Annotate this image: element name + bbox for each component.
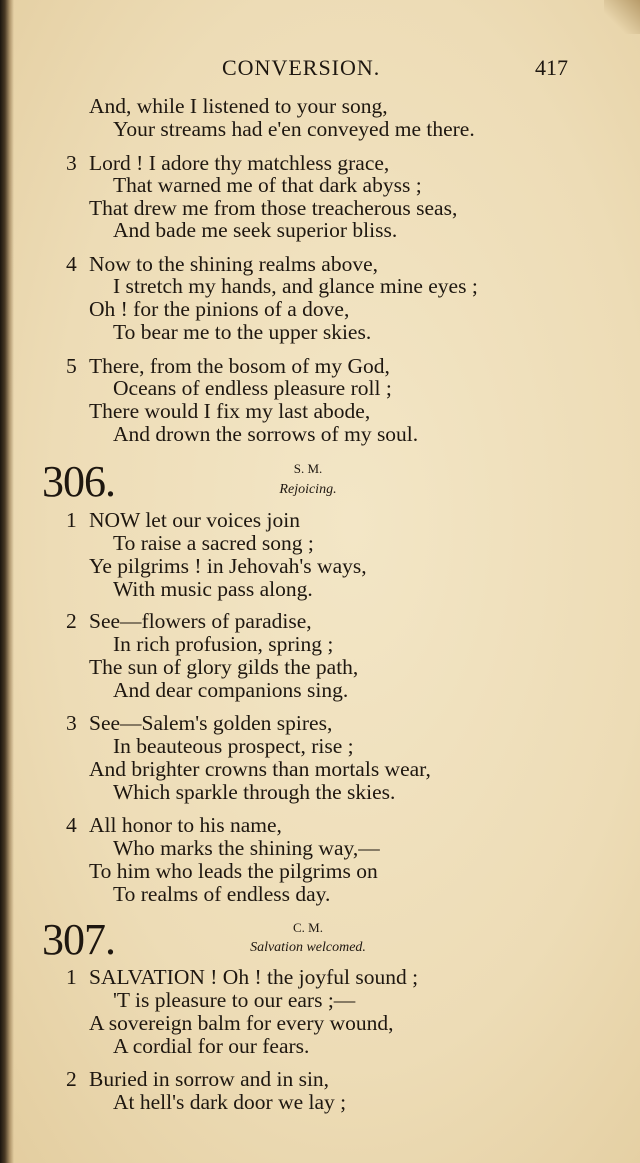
running-title: CONVERSION. <box>222 55 381 80</box>
verse-number: 2 <box>66 609 77 633</box>
verse-number: 3 <box>66 151 77 175</box>
verse-number: 2 <box>66 1067 77 1091</box>
verse-line: Now to the shining realms above, <box>89 252 379 276</box>
hymn-meter: S. M. <box>293 461 323 476</box>
verse-line: Oh ! for the pinions of a dove, <box>89 297 350 321</box>
verse-line: All honor to his name, <box>89 813 282 837</box>
verse-line: Which sparkle through the skies. <box>113 780 396 804</box>
verse-line: A cordial for our fears. <box>113 1034 310 1058</box>
verse-line: I stretch my hands, and glance mine eyes ; <box>113 274 478 298</box>
verse-number: 1 <box>66 965 77 989</box>
verse-line: To him who leads the pilgrims on <box>89 859 378 883</box>
hymn-number: 307. <box>42 915 115 964</box>
verse-line: That drew me from those treacherous seas, <box>89 196 458 220</box>
verse-line: Your streams had e'en conveyed me there. <box>113 117 475 141</box>
verse-line: A sovereign balm for every wound, <box>89 1011 394 1035</box>
verse-number: 5 <box>66 354 77 378</box>
verse-line: NOW let our voices join <box>89 508 300 532</box>
page-number: 417 <box>535 55 568 80</box>
verse-number: 4 <box>66 252 77 276</box>
verse-number: 3 <box>66 711 77 735</box>
verse-line: And, while I listened to your song, <box>89 94 388 118</box>
verse-line: The sun of glory gilds the path, <box>89 655 359 679</box>
hymn-meter: C. M. <box>293 920 323 935</box>
verse-line: Ye pilgrims ! in Jehovah's ways, <box>89 554 367 578</box>
verse-line: To realms of endless day. <box>113 882 331 906</box>
verse-line: In beauteous prospect, rise ; <box>113 734 354 758</box>
hymn-title: Salvation welcomed. <box>250 940 366 955</box>
hymn-title: Rejoicing. <box>279 482 337 497</box>
verse-line: See—Salem's golden spires, <box>89 711 333 735</box>
verse-line: And brighter crowns than mortals wear, <box>89 757 431 781</box>
verse-number: 4 <box>66 813 77 837</box>
verse-number: 1 <box>66 508 77 532</box>
verse-line: There, from the bosom of my God, <box>89 354 390 378</box>
verse-line: Oceans of endless pleasure roll ; <box>113 376 392 400</box>
verse-line: And bade me seek superior bliss. <box>113 218 398 242</box>
verse-line: And dear companions sing. <box>113 678 349 702</box>
verse-line: SALVATION ! Oh ! the joyful sound ; <box>89 965 419 989</box>
verse-line: That warned me of that dark abyss ; <box>113 173 422 197</box>
verse-line: With music pass along. <box>113 577 313 601</box>
verse-line: And drown the sorrows of my soul. <box>113 422 419 446</box>
hymn-number: 306. <box>42 457 115 506</box>
verse-line: Buried in sorrow and in sin, <box>89 1067 330 1091</box>
verse-line: Lord ! I adore thy matchless grace, <box>89 151 390 175</box>
page-gutter-shadow <box>0 0 14 1163</box>
verse-line: 'T is pleasure to our ears ;— <box>113 988 356 1012</box>
verse-line: See—flowers of paradise, <box>89 609 312 633</box>
verse-line: To bear me to the upper skies. <box>113 320 372 344</box>
verse-line: In rich profusion, spring ; <box>113 632 334 656</box>
verse-line: At hell's dark door we lay ; <box>113 1090 347 1114</box>
verse-line: There would I fix my last abode, <box>89 399 371 423</box>
verse-line: To raise a sacred song ; <box>113 531 314 555</box>
page-corner <box>604 0 640 34</box>
verse-line: Who marks the shining way,— <box>113 836 380 860</box>
